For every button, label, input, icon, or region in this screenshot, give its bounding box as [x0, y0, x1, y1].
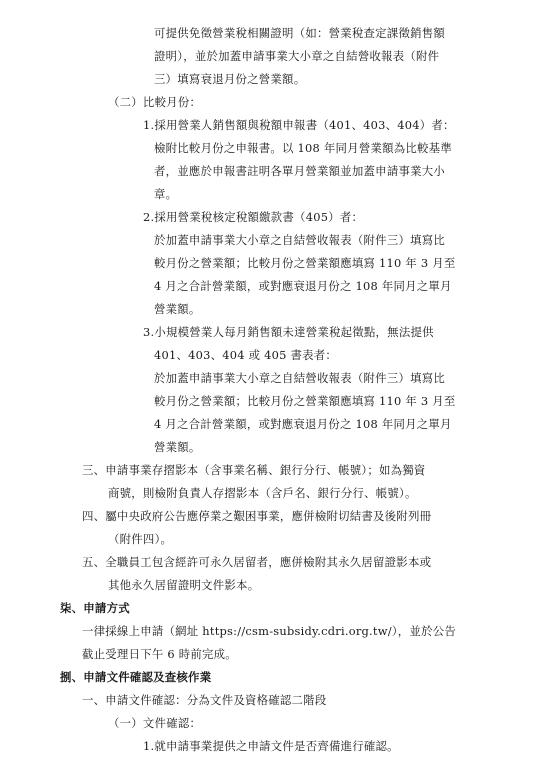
text-line: 證明），並於加蓋申請事業大小章之自結營收報表（附件 [154, 49, 440, 63]
text-line: 其他永久居留證明文件影本。 [108, 578, 260, 592]
text-line: 商號，則檢附負責人存摺影本（含戶名、銀行分行、帳號）。 [108, 486, 417, 500]
text-line: 三、申請事業存摺影本（含事業名稱、銀行分行、帳號）；如為獨資 [82, 463, 426, 477]
text-line: 四、屬中央政府公告應停業之艱困事業，應併檢附切結書及後附列冊 [82, 509, 432, 523]
text-line: 五、全職員工包含經許可永久居留者，應併檢附其永久居留證影本或 [82, 555, 432, 569]
text-line: 截止受理日下午 6 時前完成。 [82, 647, 237, 661]
text-line: （附件四）。 [108, 532, 173, 546]
text-line: 章。 [154, 187, 178, 201]
text-line: 401、403、404 或 405 書表者： [154, 348, 338, 362]
text-line: 營業額。 [154, 440, 201, 454]
text-line: 1.採用營業人銷售額與稅額申報書（401、403、404）者： [143, 118, 455, 132]
text-line: 可提供免徵營業稅相關證明（如：營業稅查定課徵銷售額 [154, 26, 446, 40]
text-line: （一）文件確認： [108, 716, 202, 730]
text-line: 一律採線上申請（網址 https://csm-subsidy.cdri.org.tw/），並於公告 [82, 624, 456, 638]
text-line: 三）填寫衰退月份之營業額。 [154, 72, 306, 86]
text-line: 較月份之營業額；比較月份之營業額應填寫 110 年 3 月至 [154, 256, 456, 270]
text-line: 檢附比較月份之申報書。以 108 年同月營業額為比較基準 [154, 141, 452, 155]
text-line: 營業額。 [154, 302, 201, 316]
text-line: 者，並應於申報書註明各單月營業額並加蓋申請事業大小 [154, 164, 446, 178]
text-line: 較月份之營業額；比較月份之營業額應填寫 110 年 3 月至 [154, 394, 456, 408]
text-line: 2.採用營業稅核定稅額繳款書（405）者： [143, 210, 364, 224]
section-heading: 捌、申請文件確認及查核作業 [60, 670, 212, 684]
text-line: 1.就申請事業提供之申請文件是否齊備進行確認。 [143, 739, 399, 753]
text-line: 於加蓋申請事業大小章之自結營收報表（附件三）填寫比 [154, 371, 446, 385]
text-line: 4 月之合計營業額，或對應衰退月份之 108 年同月之單月 [154, 279, 452, 293]
text-line: 一、申請文件確認：分為文件及資格確認二階段 [82, 693, 327, 707]
text-line: 4 月之合計營業額，或對應衰退月份之 108 年同月之單月 [154, 417, 452, 431]
text-line: 3.小規模營業人每月銷售額未達營業稅起徵點，無法提供 [143, 325, 434, 339]
text-line: （二）比較月份： [108, 95, 202, 109]
text-line: 於加蓋申請事業大小章之自結營收報表（附件三）填寫比 [154, 233, 446, 247]
section-heading: 柒、申請方式 [60, 601, 130, 615]
